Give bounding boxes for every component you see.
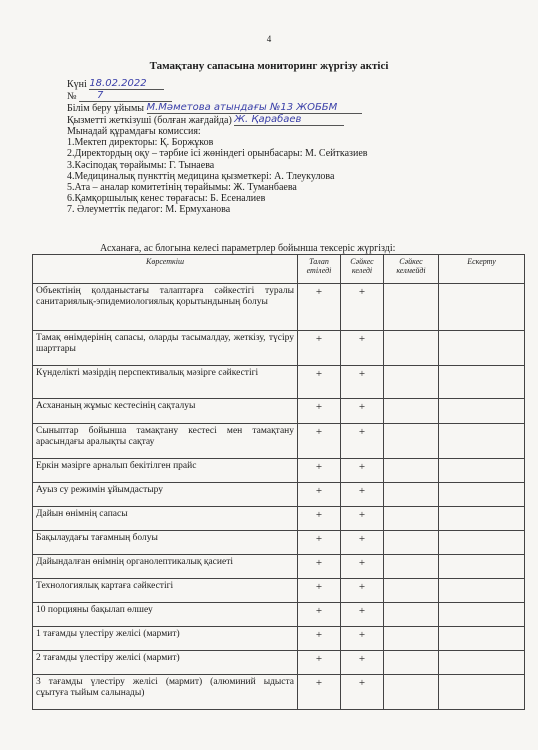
- indicator-cell: Асхананың жұмыс кестесінің сақталуы: [33, 399, 298, 424]
- not-matches-cell: [384, 483, 439, 507]
- not-matches-cell: [384, 627, 439, 651]
- not-matches-cell: [384, 507, 439, 531]
- matches-cell: +: [341, 531, 384, 555]
- required-cell: +: [298, 507, 341, 531]
- supplier-label: Қызметті жеткізуші (болған жағдайда): [67, 114, 232, 126]
- indicator-cell: 2 тағамды үлестіру желісі (мармит): [33, 651, 298, 675]
- not-matches-cell: [384, 366, 439, 399]
- table-intro: Асханаға, ас блогына келесі параметрлер бойынша тексеріс жүргізді:: [100, 243, 396, 254]
- table-row: [33, 424, 525, 459]
- supplier-line: [67, 114, 507, 126]
- header-indicator: Көрсеткіш: [33, 255, 298, 284]
- organization-label: Білім беру ұйымы: [67, 102, 144, 114]
- matches-cell: +: [341, 424, 384, 459]
- required-cell: +: [298, 675, 341, 710]
- matches-cell: +: [341, 366, 384, 399]
- document-header-info: [67, 78, 507, 216]
- matches-cell: +: [341, 603, 384, 627]
- note-cell: [439, 531, 525, 555]
- matches-cell: +: [341, 507, 384, 531]
- required-cell: +: [298, 579, 341, 603]
- number-label: №: [67, 90, 77, 102]
- not-matches-cell: [384, 331, 439, 366]
- not-matches-cell: [384, 459, 439, 483]
- not-matches-cell: [384, 284, 439, 331]
- note-cell: [439, 507, 525, 531]
- required-cell: +: [298, 555, 341, 579]
- table-row: [33, 483, 525, 507]
- commission-member: 6.Қамқоршылық кенес төрағасы: Б. Есеналиев: [67, 193, 266, 205]
- note-cell: [439, 284, 525, 331]
- note-cell: [439, 651, 525, 675]
- commission-member: 3.Кәсіподақ төрайымы: Г. Тынаева: [67, 159, 215, 171]
- indicator-cell: Сыныптар бойынша тамақтану кестесі мен тамақтану арасындағы аралықты сақтау: [33, 424, 298, 459]
- organization-line: [67, 102, 507, 114]
- required-cell: +: [298, 366, 341, 399]
- table-row: [33, 603, 525, 627]
- number-line: [67, 90, 507, 102]
- indicator-cell: Күнделікті мәзірдің перспективалық мәзірге сәйкестігі: [33, 366, 298, 399]
- not-matches-cell: [384, 651, 439, 675]
- note-cell: [439, 603, 525, 627]
- indicator-cell: Ауыз су режимін ұйымдастыру: [33, 483, 298, 507]
- required-cell: +: [298, 424, 341, 459]
- commission-intro: Мынадай құрамдағы комиссия:: [67, 126, 201, 137]
- required-cell: +: [298, 399, 341, 424]
- indicator-cell: Тамақ өнімдерінің сапасы, оларды тасымалдау, жеткізу, түсіру шарттары: [33, 331, 298, 366]
- indicator-cell: Дайын өнімнің сапасы: [33, 507, 298, 531]
- table-row: [33, 675, 525, 710]
- commission-member: 4.Медициналық пункттің медицина қызметкері: А. Тлеукулова: [67, 170, 335, 182]
- not-matches-cell: [384, 579, 439, 603]
- document-title: Тамақтану сапасына мониторинг жүргізу актісі: [149, 60, 389, 72]
- indicator-cell: 10 порцияны бақылап өлшеу: [33, 603, 298, 627]
- note-cell: [439, 483, 525, 507]
- table-row: [33, 284, 525, 331]
- matches-cell: +: [341, 627, 384, 651]
- required-cell: +: [298, 483, 341, 507]
- commission-member: 5.Ата – аналар комитетінің төрайымы: Ж. Туманбаева: [67, 182, 297, 194]
- organization-value: М.Мәметова атындағы №13 ЖОББМ: [146, 102, 338, 113]
- matches-cell: +: [341, 459, 384, 483]
- indicator-cell: Технологиялық картаға сәйкестігі: [33, 579, 298, 603]
- note-cell: [439, 675, 525, 710]
- not-matches-cell: [384, 555, 439, 579]
- date-label: Күні: [67, 78, 87, 90]
- table-header-row: [33, 255, 525, 284]
- matches-cell: +: [341, 651, 384, 675]
- note-cell: [439, 555, 525, 579]
- not-matches-cell: [384, 424, 439, 459]
- required-cell: +: [298, 284, 341, 331]
- table-body: [33, 284, 525, 710]
- required-cell: +: [298, 331, 341, 366]
- date-value: 18.02.2022: [89, 78, 147, 89]
- indicator-cell: 1 тағамды үлестіру желісі (мармит): [33, 627, 298, 651]
- not-matches-cell: [384, 603, 439, 627]
- required-cell: +: [298, 603, 341, 627]
- matches-cell: +: [341, 555, 384, 579]
- required-cell: +: [298, 627, 341, 651]
- indicator-cell: Бақылаудағы тағамның болуы: [33, 531, 298, 555]
- required-cell: +: [298, 459, 341, 483]
- matches-cell: +: [341, 675, 384, 710]
- not-matches-cell: [384, 399, 439, 424]
- matches-cell: +: [341, 483, 384, 507]
- table-row: [33, 366, 525, 399]
- matches-cell: +: [341, 399, 384, 424]
- header-note: Ескерту: [439, 255, 525, 284]
- note-cell: [439, 459, 525, 483]
- note-cell: [439, 399, 525, 424]
- matches-cell: +: [341, 579, 384, 603]
- commission-member: 7. Әлеуметтік педагог: М. Ермуханова: [67, 204, 231, 216]
- matches-cell: +: [341, 331, 384, 366]
- table-row: [33, 331, 525, 366]
- monitoring-table: [32, 254, 525, 710]
- commission-member: 1.Мектеп директоры: Қ. Боржұков: [67, 137, 214, 149]
- header-required: Талап етіледі: [298, 255, 341, 284]
- note-cell: [439, 424, 525, 459]
- table-row: [33, 531, 525, 555]
- indicator-cell: Дайындалған өнімнің органолептикалық қасиеті: [33, 555, 298, 579]
- note-cell: [439, 331, 525, 366]
- header-not-matches: Сәйкес келмейді: [384, 255, 439, 284]
- table-row: [33, 399, 525, 424]
- table-row: [33, 627, 525, 651]
- not-matches-cell: [384, 531, 439, 555]
- page-number: 4: [266, 34, 272, 44]
- number-value: 7: [97, 90, 104, 101]
- table-row: [33, 459, 525, 483]
- indicator-cell: 3 тағамды үлестіру желісі (мармит) (алюминий ыдыста сұытуға тыйым салынады): [33, 675, 298, 710]
- note-cell: [439, 627, 525, 651]
- date-line: [67, 78, 507, 90]
- table-row: [33, 579, 525, 603]
- note-cell: [439, 366, 525, 399]
- required-cell: +: [298, 651, 341, 675]
- table-row: [33, 651, 525, 675]
- supplier-value: Ж. Қарабаев: [234, 114, 302, 125]
- note-cell: [439, 579, 525, 603]
- indicator-cell: Еркін мәзірге арналып бекітілген прайс: [33, 459, 298, 483]
- table-row: [33, 507, 525, 531]
- required-cell: +: [298, 531, 341, 555]
- indicator-cell: Объектінің қолданыстағы талаптарға сәйкестігі туралы санитариялық-эпидемиологиялық қорытындының болуы: [33, 284, 298, 331]
- header-matches: Сәйкес келеді: [341, 255, 384, 284]
- commission-member: 2.Директордың оқу – тәрбие ісі жөніндегі орынбасары: М. Сейтказиев: [67, 148, 368, 160]
- table-row: [33, 555, 525, 579]
- matches-cell: +: [341, 284, 384, 331]
- not-matches-cell: [384, 675, 439, 710]
